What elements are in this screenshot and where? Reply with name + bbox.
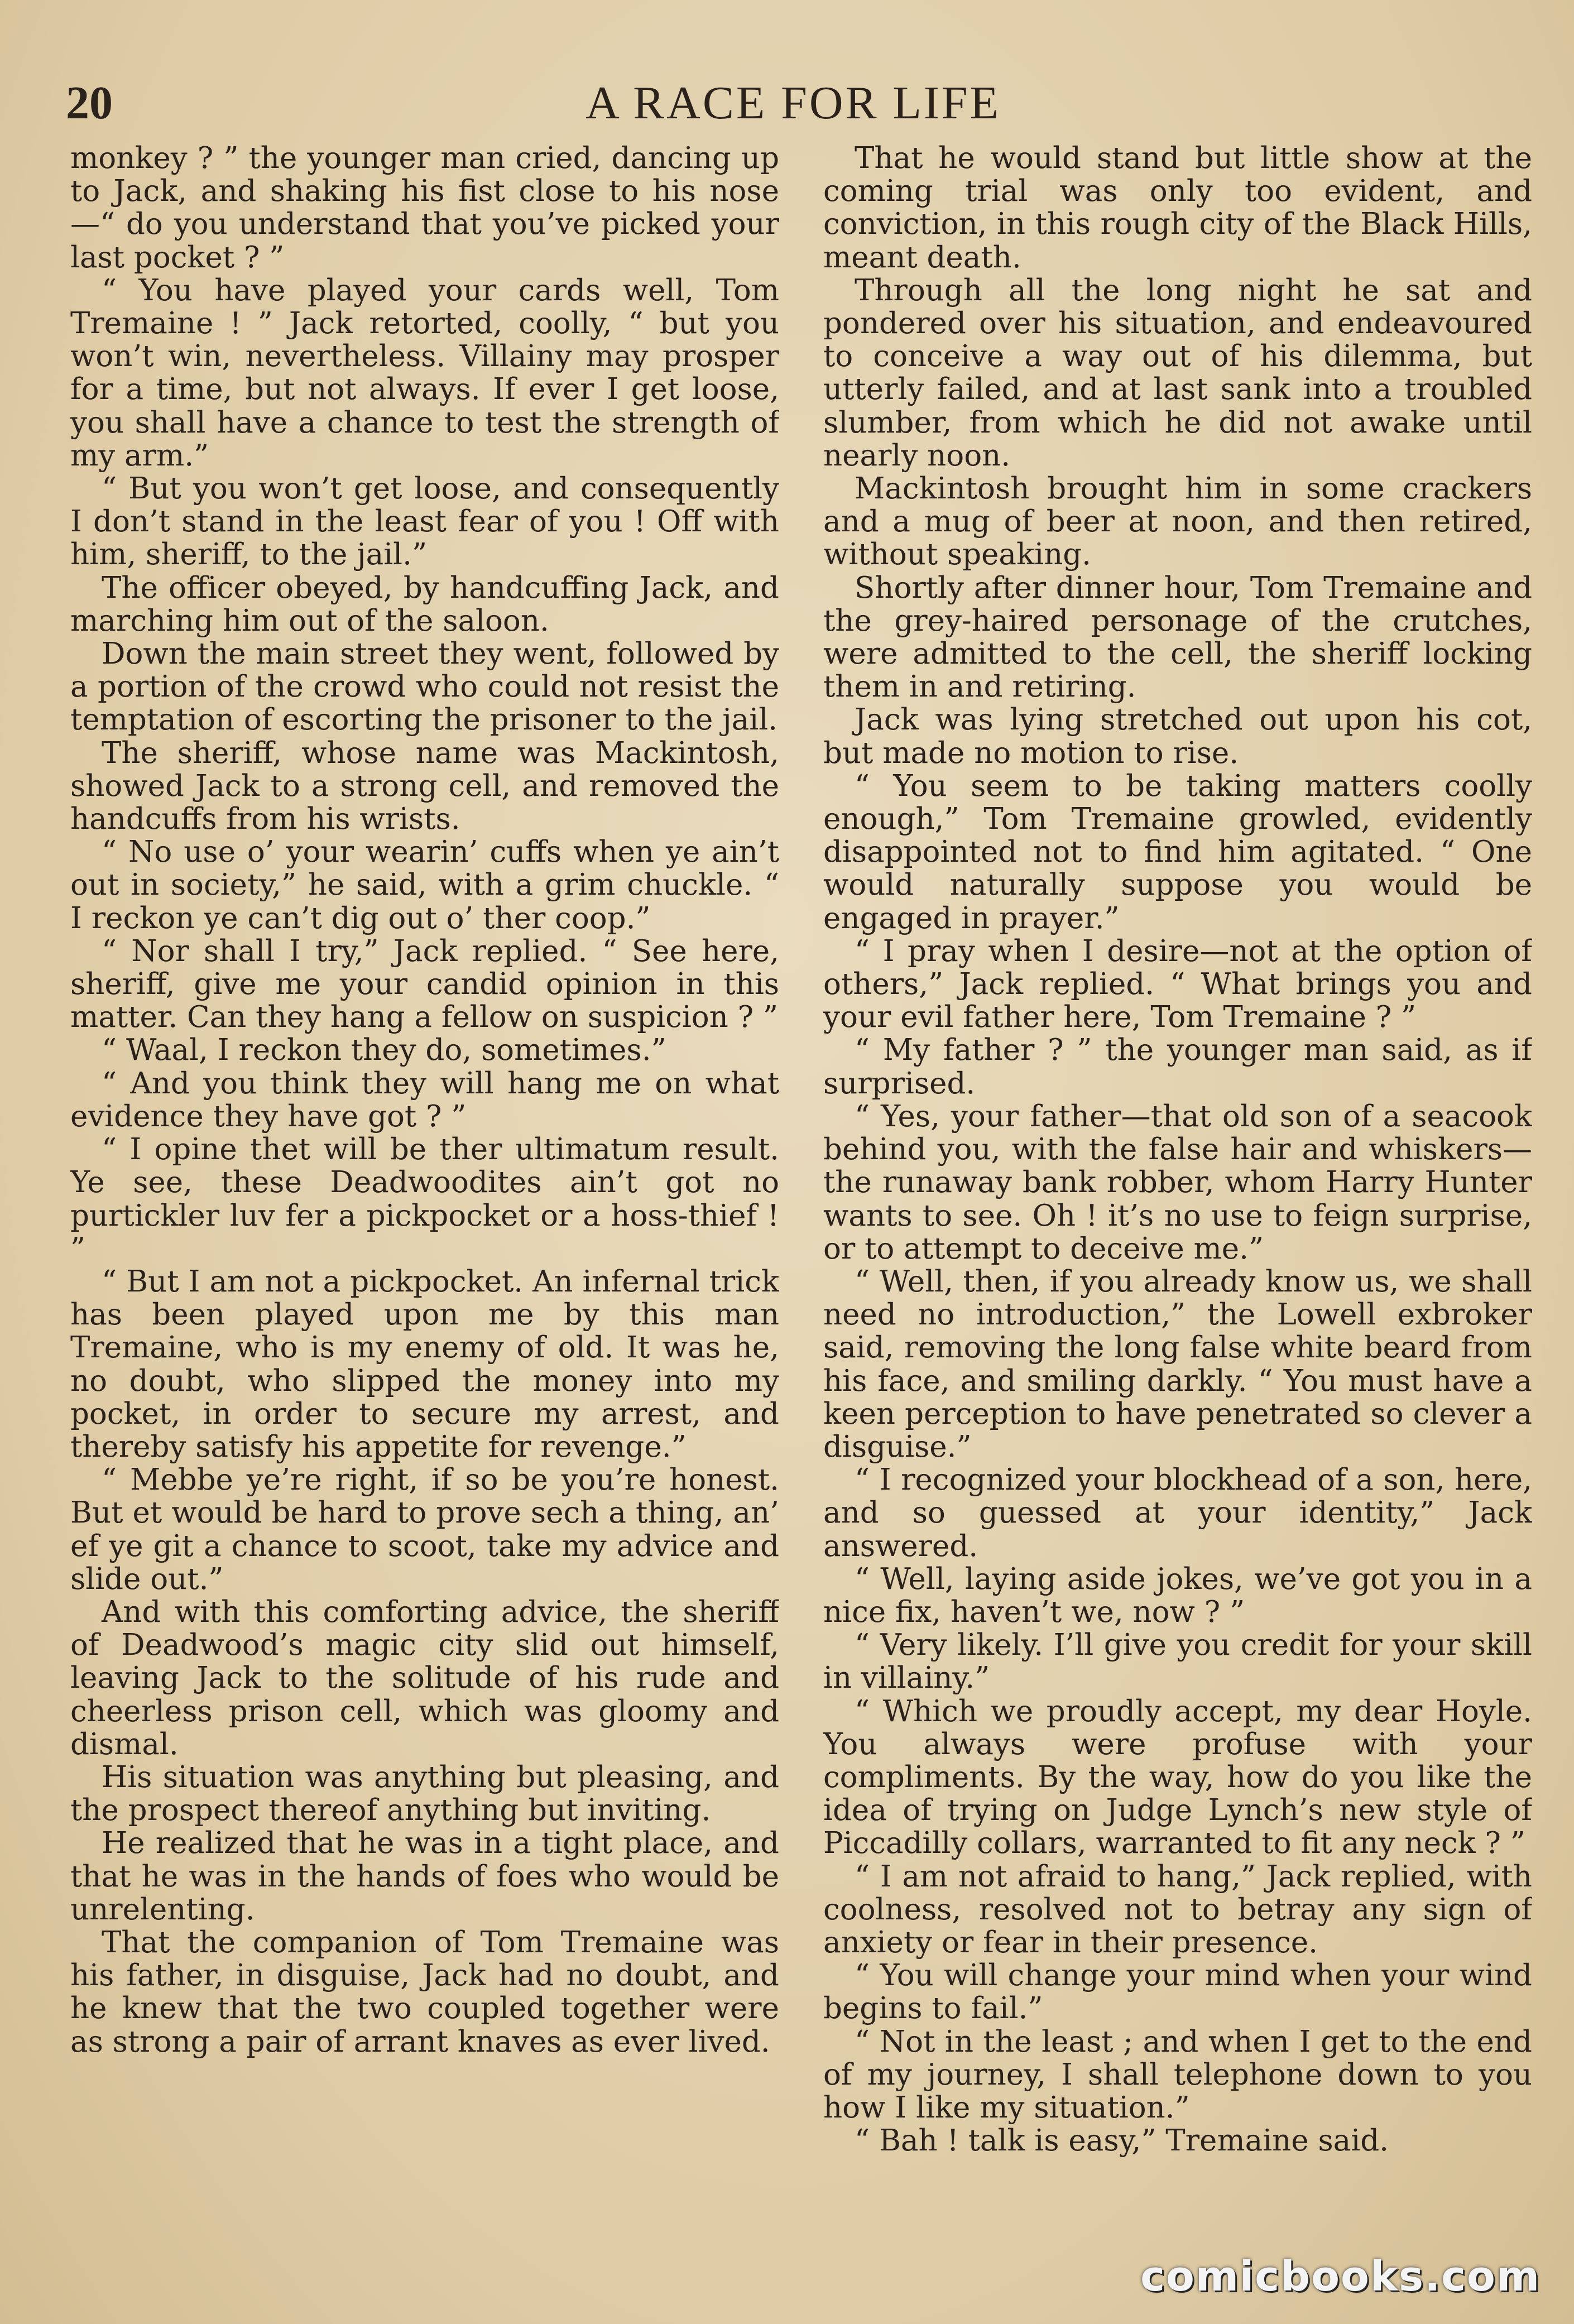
paragraph: That he would stand but little show at the coming trial was only too evident, and conviction, in this rough city of the Black Hills, meant death. (823, 142, 1532, 275)
paragraph: His situation was anything but pleasing, and the prospect thereof anything but inviting. (70, 1760, 779, 1828)
right-column (823, 142, 1532, 2263)
paragraph: “ You seem to be taking matters coolly enough,” Tom Tremaine growled, evidently disappointed not to find him agitated. “ One would naturally suppose you would be engaged in prayer.” (823, 769, 1532, 935)
paragraph: “ Yes, your father—that old son of a seacook behind you, with the false hair and whiskers—the runaway bank robber, whom Harry Hunter wants to see. Oh ! it’s no use to feign surprise, or to attempt to deceive me.” (823, 1099, 1532, 1266)
paragraph: “ Mebbe ye’re right, if so be you’re honest. But et would be hard to prove sech a thing, an’ ef ye git a chance to scoot, take my advice and slide out.” (70, 1463, 779, 1596)
paragraph: “ But you won’t get loose, and consequently I don’t stand in the least fear of you ! Off with him, sheriff, to the jail.” (70, 472, 779, 572)
paragraph: “ I recognized your blockhead of a son, here, and so guessed at your identity,” Jack answered. (823, 1463, 1532, 1563)
watermark-text: comicbooks.com (1140, 2253, 1541, 2301)
paragraph: Jack was lying stretched out upon his cot, but made no motion to rise. (823, 703, 1532, 770)
paragraph: He realized that he was in a tight place, and that he was in the hands of foes who would be unrelenting. (70, 1826, 779, 1927)
paragraph: The sheriff, whose name was Mackintosh, showed Jack to a strong cell, and removed the handcuffs from his wrists. (70, 736, 779, 837)
left-column (70, 142, 779, 2263)
paragraph: “ Bah ! talk is easy,” Tremaine said. (855, 2124, 1389, 2158)
paragraph: “ And you think they will hang me on what evidence they have got ? ” (70, 1066, 779, 1134)
paragraph: “ Waal, I reckon they do, sometimes.” (102, 1033, 666, 1068)
page-number: 20 (66, 77, 113, 129)
paragraph: “ My father ? ” the younger man said, as if surprised. (823, 1033, 1532, 1101)
paragraph: “ I am not afraid to hang,” Jack replied, with coolness, resolved not to betray any sign of anxiety or fear in their presence. (823, 1859, 1532, 1960)
paragraph: “ Not in the least ; and when I get to the end of my journey, I shall telephone down to you how I like my situation.” (823, 2024, 1532, 2125)
paragraph: “ No use o’ your wearin’ cuffs when ye ain’t out in society,” he said, with a grim chuckle. “ I reckon ye can’t dig out o’ ther coop.” (70, 835, 779, 935)
paragraph: Down the main street they went, followed by a portion of the crowd who could not resist the temptation of escorting the prisoner to the jail. (70, 637, 779, 737)
paragraph: “ Well, laying aside jokes, we’ve got you in a nice fix, haven’t we, now ? ” (823, 1562, 1532, 1629)
paragraph: Mackintosh brought him in some crackers and a mug of beer at noon, and then retired, without speaking. (823, 472, 1532, 572)
paragraph: “ I opine thet will be ther ultimatum result. Ye see, these Deadwoodites ain’t got no purtickler luv fer a pickpocket or a hoss-thief ! ” (70, 1132, 779, 1266)
paragraph: “ You have played your cards well, Tom Tremaine ! ” Jack retorted, coolly, “ but you won’t win, nevertheless. Villainy may prosper for a time, but not always. If ever I get loose, you shall have a chance to test the strength of my arm.” (70, 273, 779, 473)
running-title: A RACE FOR LIFE (586, 77, 1001, 129)
paragraph: Shortly after dinner hour, Tom Tremaine and the grey-haired personage of the crutches, were admitted to the cell, the sheriff locking them in and retiring. (823, 570, 1532, 704)
paragraph: “ I pray when I desire—not at the option of others,” Jack replied. “ What brings you and your evil father here, Tom Tremaine ? ” (823, 934, 1532, 1035)
paragraph: “ Well, then, if you already know us, we shall need no introduction,” the Lowell exbroker said, removing the long false white beard from his face, and smiling darkly. “ You must have a keen perception to have penetrated so clever a disguise.” (823, 1264, 1532, 1464)
page-header (66, 73, 1520, 134)
paragraph: The officer obeyed, by handcuffing Jack, and marching him out of the saloon. (70, 570, 779, 638)
paragraph: “ Very likely. I’ll give you credit for your skill in villainy.” (823, 1628, 1532, 1696)
paragraph: “ Which we proudly accept, my dear Hoyle. You always were profuse with your compliments. By the way, how do you like the idea of trying on Judge Lynch’s new style of Piccadilly collars, warranted to fit any neck ? ” (823, 1694, 1532, 1861)
paragraph: monkey ? ” the younger man cried, dancing up to Jack, and shaking his fist close to his nose—“ do you understand that you’ve picked your last pocket ? ” (70, 142, 779, 275)
paragraph: And with this comforting advice, the sheriff of Deadwood’s magic city slid out himself, leaving Jack to the solitude of his rude and cheerless prison cell, which was gloomy and dismal. (70, 1595, 779, 1761)
paragraph: “ You will change your mind when your wind begins to fail.” (823, 1958, 1532, 2026)
paragraph: Through all the long night he sat and pondered over his situation, and endeavoured to conceive a way out of his dilemma, but utterly failed, and at last sank into a troubled slumber, from which he did not awake until nearly noon. (823, 273, 1532, 473)
paragraph: “ Nor shall I try,” Jack replied. “ See here, sheriff, give me your candid opinion in this matter. Can they hang a fellow on suspicion ? ” (70, 934, 779, 1035)
paragraph: “ But I am not a pickpocket. An infernal trick has been played upon me by this man Tremaine, who is my enemy of old. It was he, no doubt, who slipped the money into my pocket, in order to secure my arrest, and thereby satisfy his appetite for revenge.” (70, 1264, 779, 1464)
paragraph: That the companion of Tom Tremaine was his father, in disguise, Jack had no doubt, and he knew that the two coupled together were as strong a pair of arrant knaves as ever lived. (70, 1925, 779, 2059)
